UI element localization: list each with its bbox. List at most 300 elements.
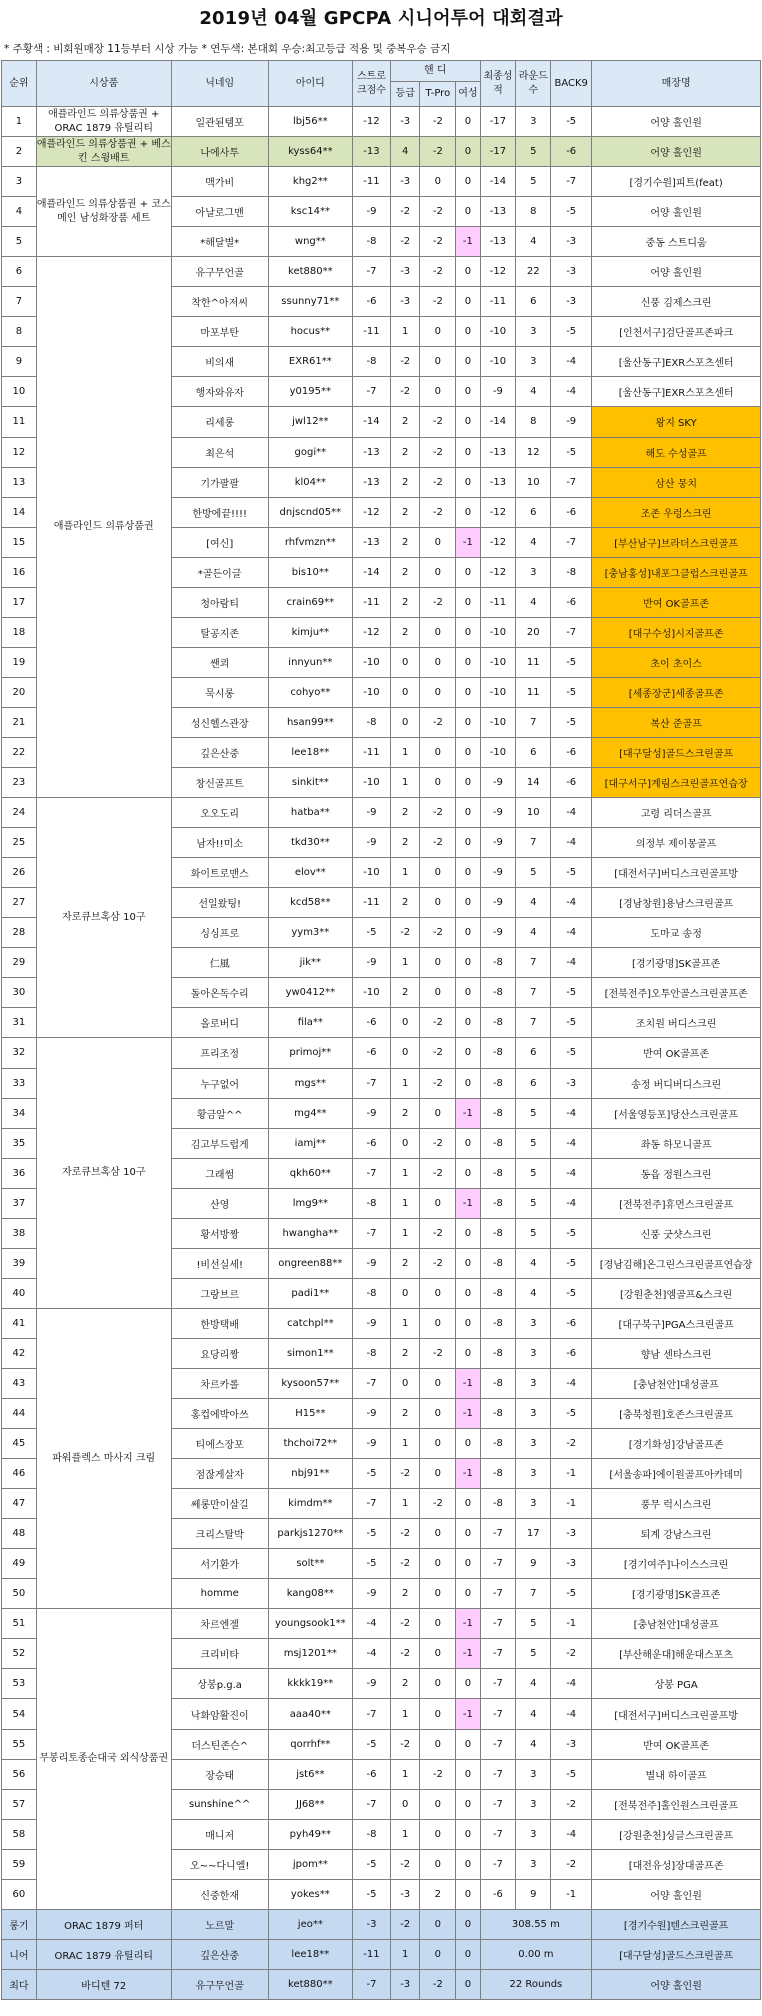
cell-nick: 남자!!미소: [171, 828, 268, 858]
cell-rank: 39: [2, 1248, 37, 1278]
cell-final: -7: [480, 1669, 516, 1699]
cell-store: 삼산 뭉치: [592, 467, 761, 497]
cell-final: -7: [480, 1789, 516, 1819]
cell-rank: 52: [2, 1639, 37, 1669]
cell-rank: 36: [2, 1158, 37, 1188]
cell-back9: -5: [551, 1278, 592, 1308]
cell-tpro: -2: [420, 587, 456, 617]
cell-rounds: 11: [516, 647, 551, 677]
cell-back9: -5: [551, 978, 592, 1008]
header-store: 매장명: [592, 61, 761, 107]
cell-nick: 仁風: [171, 948, 268, 978]
cell-store: [경기광명]SK골프존: [592, 1579, 761, 1609]
cell-female: 0: [456, 1789, 480, 1819]
cell-id: kcd58**: [268, 888, 352, 918]
cell-id: jpom**: [268, 1849, 352, 1879]
cell-final: -8: [480, 1008, 516, 1038]
cell-final: -9: [480, 888, 516, 918]
cell-rank: 41: [2, 1308, 37, 1338]
cell-rank: 44: [2, 1399, 37, 1429]
cell-rounds: 4: [516, 918, 551, 948]
cell-back9: -4: [551, 798, 592, 828]
cell-rounds: 3: [516, 1819, 551, 1849]
cell-rounds: 3: [516, 1759, 551, 1789]
cell-back9: -4: [551, 1368, 592, 1398]
cell-store: [서울영등포]당산스크린골프: [592, 1098, 761, 1128]
cell-id: kang08**: [268, 1579, 352, 1609]
cell-stroke: -8: [353, 707, 391, 737]
cell-female: -1: [456, 1609, 480, 1639]
cell-back9: -4: [551, 347, 592, 377]
cell-tpro: 0: [420, 737, 456, 767]
cell-tpro: -2: [420, 1128, 456, 1158]
cell-final: -8: [480, 1248, 516, 1278]
award-store: [대구달성]골드스크린골프: [592, 1939, 761, 1969]
cell-id: aaa40**: [268, 1699, 352, 1729]
award-label: 니어: [2, 1939, 37, 1969]
cell-id: wng**: [268, 227, 352, 257]
cell-back9: -5: [551, 647, 592, 677]
cell-nick: 리세롱: [171, 407, 268, 437]
page-title: 2019년 04월 GPCPA 시니어투어 대회결과: [199, 8, 563, 29]
cell-nick: 크리스탈박: [171, 1519, 268, 1549]
cell-tpro: -2: [420, 497, 456, 527]
cell-stroke: -9: [353, 1669, 391, 1699]
cell-rounds: 20: [516, 617, 551, 647]
cell-grade: 2: [390, 407, 420, 437]
cell-back9: -5: [551, 437, 592, 467]
cell-id: ksc14**: [268, 197, 352, 227]
cell-store: 도마교 송정: [592, 918, 761, 948]
cell-final: -8: [480, 1429, 516, 1459]
cell-rank: 17: [2, 587, 37, 617]
cell-female: 0: [456, 1519, 480, 1549]
cell-rank: 5: [2, 227, 37, 257]
cell-stroke: -7: [353, 257, 391, 287]
cell-rounds: 4: [516, 227, 551, 257]
table-row: [2, 1609, 761, 1639]
cell-id: kysoon57**: [268, 1368, 352, 1398]
cell-stroke: -11: [353, 737, 391, 767]
cell-final: -8: [480, 1308, 516, 1338]
cell-store: 초이 초이스: [592, 647, 761, 677]
cell-rank: 33: [2, 1068, 37, 1098]
cell-store: [서울송파]에이원골프아카데미: [592, 1459, 761, 1489]
cell-id: EXR61**: [268, 347, 352, 377]
cell-tpro: -2: [420, 197, 456, 227]
cell-store: [울산동구]EXR스포츠센터: [592, 347, 761, 377]
cell-nick: 묵시롱: [171, 677, 268, 707]
cell-grade: -3: [390, 167, 420, 197]
cell-stroke: -5: [353, 1729, 391, 1759]
cell-back9: -4: [551, 1158, 592, 1188]
award-nick: 노르말: [171, 1909, 268, 1939]
cell-final: -12: [480, 497, 516, 527]
cell-store: 반여 OK골프존: [592, 1729, 761, 1759]
cell-final: -13: [480, 467, 516, 497]
cell-rank: 2: [2, 137, 37, 167]
cell-tpro: 0: [420, 1579, 456, 1609]
award-female: 0: [456, 1909, 480, 1939]
cell-id: lee18**: [268, 737, 352, 767]
cell-female: 0: [456, 587, 480, 617]
header-rounds: 라운드수: [516, 61, 551, 107]
cell-back9: -3: [551, 1068, 592, 1098]
cell-rank: 45: [2, 1429, 37, 1459]
cell-female: 0: [456, 1819, 480, 1849]
cell-back9: -4: [551, 1669, 592, 1699]
cell-back9: -9: [551, 407, 592, 437]
cell-stroke: -14: [353, 407, 391, 437]
cell-female: 0: [456, 1849, 480, 1879]
award-stroke: -7: [353, 1969, 391, 1999]
cell-final: -7: [480, 1759, 516, 1789]
cell-id: parkjs1270**: [268, 1519, 352, 1549]
cell-female: 0: [456, 347, 480, 377]
cell-grade: 1: [390, 1429, 420, 1459]
cell-tpro: 0: [420, 347, 456, 377]
cell-stroke: -6: [353, 1008, 391, 1038]
award-tpro: 0: [420, 1909, 456, 1939]
cell-nick: 깊은산중: [171, 737, 268, 767]
cell-grade: 2: [390, 587, 420, 617]
cell-stroke: -7: [353, 1218, 391, 1248]
cell-back9: -7: [551, 467, 592, 497]
cell-id: msj1201**: [268, 1639, 352, 1669]
cell-tpro: 0: [420, 1849, 456, 1879]
cell-female: 0: [456, 1759, 480, 1789]
cell-back9: -5: [551, 1248, 592, 1278]
header-handi: 핸 디: [390, 61, 480, 82]
award-row: [2, 1909, 761, 1939]
cell-final: -7: [480, 1819, 516, 1849]
cell-tpro: 0: [420, 167, 456, 197]
cell-rounds: 5: [516, 858, 551, 888]
cell-female: 0: [456, 467, 480, 497]
cell-final: -8: [480, 948, 516, 978]
cell-rank: 11: [2, 407, 37, 437]
cell-id: lbj56**: [268, 107, 352, 137]
cell-female: 0: [456, 1068, 480, 1098]
cell-final: -7: [480, 1609, 516, 1639]
cell-rounds: 4: [516, 1729, 551, 1759]
cell-store: [부산해운대]해운대스포츠: [592, 1639, 761, 1669]
cell-female: 0: [456, 1429, 480, 1459]
cell-back9: -5: [551, 1399, 592, 1429]
cell-rank: 3: [2, 167, 37, 197]
cell-id: youngsook1**: [268, 1609, 352, 1639]
cell-store: 복산 준골프: [592, 707, 761, 737]
cell-store: [대전유성]장대골프존: [592, 1849, 761, 1879]
cell-id: lmg9**: [268, 1188, 352, 1218]
cell-rounds: 6: [516, 497, 551, 527]
cell-nick: 쌘쾨: [171, 647, 268, 677]
cell-female: 0: [456, 377, 480, 407]
cell-female: 0: [456, 1158, 480, 1188]
award-store: 어양 홀인원: [592, 1969, 761, 1999]
cell-rounds: 6: [516, 287, 551, 317]
cell-rounds: 8: [516, 197, 551, 227]
cell-back9: -4: [551, 918, 592, 948]
cell-final: -8: [480, 1128, 516, 1158]
cell-rank: 20: [2, 677, 37, 707]
cell-tpro: 0: [420, 1789, 456, 1819]
cell-rank: 25: [2, 828, 37, 858]
cell-rank: 57: [2, 1789, 37, 1819]
cell-female: -1: [456, 1399, 480, 1429]
cell-rank: 8: [2, 317, 37, 347]
cell-back9: -6: [551, 137, 592, 167]
table-row: [2, 107, 761, 137]
cell-rank: 6: [2, 257, 37, 287]
header-tpro: T-Pro: [420, 82, 456, 107]
cell-tpro: 0: [420, 1639, 456, 1669]
cell-tpro: 0: [420, 1699, 456, 1729]
cell-store: 별내 하이골프: [592, 1759, 761, 1789]
cell-store: 좌동 하모니골프: [592, 1128, 761, 1158]
award-row: [2, 1939, 761, 1969]
cell-grade: 1: [390, 1308, 420, 1338]
cell-rounds: 3: [516, 317, 551, 347]
cell-back9: -5: [551, 1759, 592, 1789]
award-id: ket880**: [268, 1969, 352, 1999]
cell-nick: 황금알^^: [171, 1098, 268, 1128]
cell-back9: -5: [551, 1008, 592, 1038]
cell-stroke: -7: [353, 1158, 391, 1188]
cell-female: 0: [456, 107, 480, 137]
cell-rank: 14: [2, 497, 37, 527]
cell-nick: 싱싱프로: [171, 918, 268, 948]
award-tpro: 0: [420, 1939, 456, 1969]
cell-nick: 티에스장포: [171, 1429, 268, 1459]
cell-stroke: -6: [353, 1759, 391, 1789]
cell-final: -17: [480, 107, 516, 137]
award-prize: ORAC 1879 퍼터: [36, 1909, 171, 1939]
cell-id: qkh60**: [268, 1158, 352, 1188]
cell-grade: -2: [390, 1519, 420, 1549]
cell-grade: 0: [390, 1038, 420, 1068]
cell-female: 0: [456, 918, 480, 948]
cell-rounds: 3: [516, 1308, 551, 1338]
cell-store: 어양 홀인원: [592, 107, 761, 137]
cell-back9: -1: [551, 1879, 592, 1909]
cell-tpro: 0: [420, 1308, 456, 1338]
cell-rank: 29: [2, 948, 37, 978]
header-prize: 시상품: [36, 61, 171, 107]
cell-grade: 0: [390, 677, 420, 707]
cell-tpro: -2: [420, 257, 456, 287]
cell-female: 0: [456, 978, 480, 1008]
cell-grade: -2: [390, 227, 420, 257]
cell-id: jwl12**: [268, 407, 352, 437]
cell-rounds: 5: [516, 1098, 551, 1128]
cell-rounds: 6: [516, 1038, 551, 1068]
cell-rank: 51: [2, 1609, 37, 1639]
cell-grade: 1: [390, 737, 420, 767]
cell-final: -8: [480, 1158, 516, 1188]
cell-stroke: -9: [353, 197, 391, 227]
cell-nick: 더스틴존슨^: [171, 1729, 268, 1759]
cell-nick: 탈공지존: [171, 617, 268, 647]
cell-rounds: 3: [516, 1789, 551, 1819]
cell-rounds: 6: [516, 1068, 551, 1098]
cell-rank: 34: [2, 1098, 37, 1128]
cell-female: 0: [456, 617, 480, 647]
award-store: [경기수원]텐스크린골프: [592, 1909, 761, 1939]
cell-back9: -3: [551, 1519, 592, 1549]
cell-female: 0: [456, 317, 480, 347]
cell-female: 0: [456, 497, 480, 527]
cell-tpro: 0: [420, 647, 456, 677]
cell-female: 0: [456, 707, 480, 737]
cell-stroke: -12: [353, 107, 391, 137]
cell-final: -12: [480, 527, 516, 557]
cell-final: -12: [480, 557, 516, 587]
cell-stroke: -10: [353, 647, 391, 677]
prize-cell: 자로큐브혹삼 10구: [36, 1038, 171, 1308]
cell-store: 의정부 제이몽골프: [592, 828, 761, 858]
cell-female: 0: [456, 1038, 480, 1068]
cell-grade: 2: [390, 1248, 420, 1278]
cell-rounds: 6: [516, 737, 551, 767]
cell-tpro: 0: [420, 1729, 456, 1759]
cell-final: -10: [480, 677, 516, 707]
cell-id: thchoi72**: [268, 1429, 352, 1459]
cell-back9: -4: [551, 1128, 592, 1158]
cell-store: [경남김해]온그린스크린골프연습장: [592, 1248, 761, 1278]
cell-grade: 1: [390, 1188, 420, 1218]
cell-id: padi1**: [268, 1278, 352, 1308]
cell-back9: -6: [551, 768, 592, 798]
cell-final: -11: [480, 287, 516, 317]
cell-stroke: -9: [353, 1308, 391, 1338]
cell-final: -8: [480, 1098, 516, 1128]
cell-stroke: -5: [353, 1879, 391, 1909]
cell-id: hocus**: [268, 317, 352, 347]
cell-rank: 1: [2, 107, 37, 137]
cell-tpro: 0: [420, 617, 456, 647]
cell-grade: -3: [390, 257, 420, 287]
cell-rounds: 7: [516, 1579, 551, 1609]
cell-stroke: -13: [353, 437, 391, 467]
cell-stroke: -9: [353, 948, 391, 978]
cell-id: ssunny71**: [268, 287, 352, 317]
cell-female: 0: [456, 1579, 480, 1609]
cell-tpro: 0: [420, 1399, 456, 1429]
award-stroke: -11: [353, 1939, 391, 1969]
cell-tpro: 2: [420, 1879, 456, 1909]
cell-id: iamj**: [268, 1128, 352, 1158]
cell-grade: 2: [390, 497, 420, 527]
cell-store: 해도 수성골프: [592, 437, 761, 467]
cell-store: [인천서구]검단골프존파크: [592, 317, 761, 347]
cell-id: catchpl**: [268, 1308, 352, 1338]
cell-stroke: -7: [353, 1789, 391, 1819]
cell-stroke: -7: [353, 1068, 391, 1098]
cell-id: innyun**: [268, 647, 352, 677]
cell-grade: -2: [390, 347, 420, 377]
cell-back9: -5: [551, 1038, 592, 1068]
header-id: 아이디: [268, 61, 352, 107]
cell-rounds: 3: [516, 1489, 551, 1519]
cell-tpro: 0: [420, 557, 456, 587]
cell-back9: -5: [551, 1218, 592, 1248]
cell-id: JJ68**: [268, 1789, 352, 1819]
award-result: 0.00 m: [480, 1939, 592, 1969]
cell-nick: 창신골프트: [171, 768, 268, 798]
cell-id: nbj91**: [268, 1459, 352, 1489]
cell-store: [대전서구]버디스크린골프방: [592, 1699, 761, 1729]
cell-nick: 쎄롱만이살길: [171, 1489, 268, 1519]
cell-final: -8: [480, 1368, 516, 1398]
cell-grade: 1: [390, 317, 420, 347]
cell-female: -1: [456, 227, 480, 257]
cell-grade: -2: [390, 1729, 420, 1759]
cell-tpro: 0: [420, 1669, 456, 1699]
cell-store: [충남천안]대성골프: [592, 1368, 761, 1398]
cell-rank: 12: [2, 437, 37, 467]
award-nick: 깊은산중: [171, 1939, 268, 1969]
cell-stroke: -11: [353, 888, 391, 918]
cell-rank: 24: [2, 798, 37, 828]
cell-tpro: 0: [420, 888, 456, 918]
cell-female: 0: [456, 858, 480, 888]
cell-store: 어양 홀인원: [592, 1879, 761, 1909]
cell-tpro: -2: [420, 918, 456, 948]
cell-rank: 55: [2, 1729, 37, 1759]
cell-final: -9: [480, 918, 516, 948]
cell-back9: -7: [551, 167, 592, 197]
cell-tpro: -2: [420, 1489, 456, 1519]
cell-nick: 오오도리: [171, 798, 268, 828]
cell-final: -7: [480, 1549, 516, 1579]
award-grade: -2: [390, 1909, 420, 1939]
prize-cell: 무봉리토종순대국 외식상품권: [36, 1609, 171, 1909]
cell-stroke: -9: [353, 1248, 391, 1278]
cell-grade: 2: [390, 888, 420, 918]
cell-nick: 김고부드럽게: [171, 1128, 268, 1158]
cell-back9: -3: [551, 227, 592, 257]
prize-cell: 애플라인드 의류상품권 + 베스킨 스윙배트: [36, 137, 171, 167]
cell-nick: 비의새: [171, 347, 268, 377]
cell-nick: 한방택배: [171, 1308, 268, 1338]
cell-stroke: -13: [353, 527, 391, 557]
cell-female: 0: [456, 1338, 480, 1368]
cell-rank: 21: [2, 707, 37, 737]
cell-grade: -2: [390, 918, 420, 948]
cell-final: -7: [480, 1639, 516, 1669]
cell-store: [경기여주]나이스스크린: [592, 1549, 761, 1579]
cell-back9: -6: [551, 1308, 592, 1338]
legend-note: * 주황색 : 비회원매장 11등부터 시상 가능 * 연두색: 본대회 우승:최고등급 적용 및 중복우승 금지: [4, 43, 451, 55]
cell-store: 신풍 김제스크린: [592, 287, 761, 317]
cell-final: -7: [480, 1519, 516, 1549]
cell-store: [충북청원]호존스크린골프: [592, 1399, 761, 1429]
cell-stroke: -10: [353, 978, 391, 1008]
table-row: [2, 137, 761, 167]
cell-back9: -8: [551, 557, 592, 587]
cell-nick: 그랑브르: [171, 1278, 268, 1308]
cell-rounds: 4: [516, 1278, 551, 1308]
cell-grade: 0: [390, 1278, 420, 1308]
cell-grade: 2: [390, 798, 420, 828]
cell-nick: 선일왔팅!: [171, 888, 268, 918]
cell-rounds: 3: [516, 1459, 551, 1489]
cell-nick: [여신]: [171, 527, 268, 557]
cell-grade: 2: [390, 978, 420, 1008]
cell-id: mgs**: [268, 1068, 352, 1098]
cell-store: [경기수원]피트(feat): [592, 167, 761, 197]
